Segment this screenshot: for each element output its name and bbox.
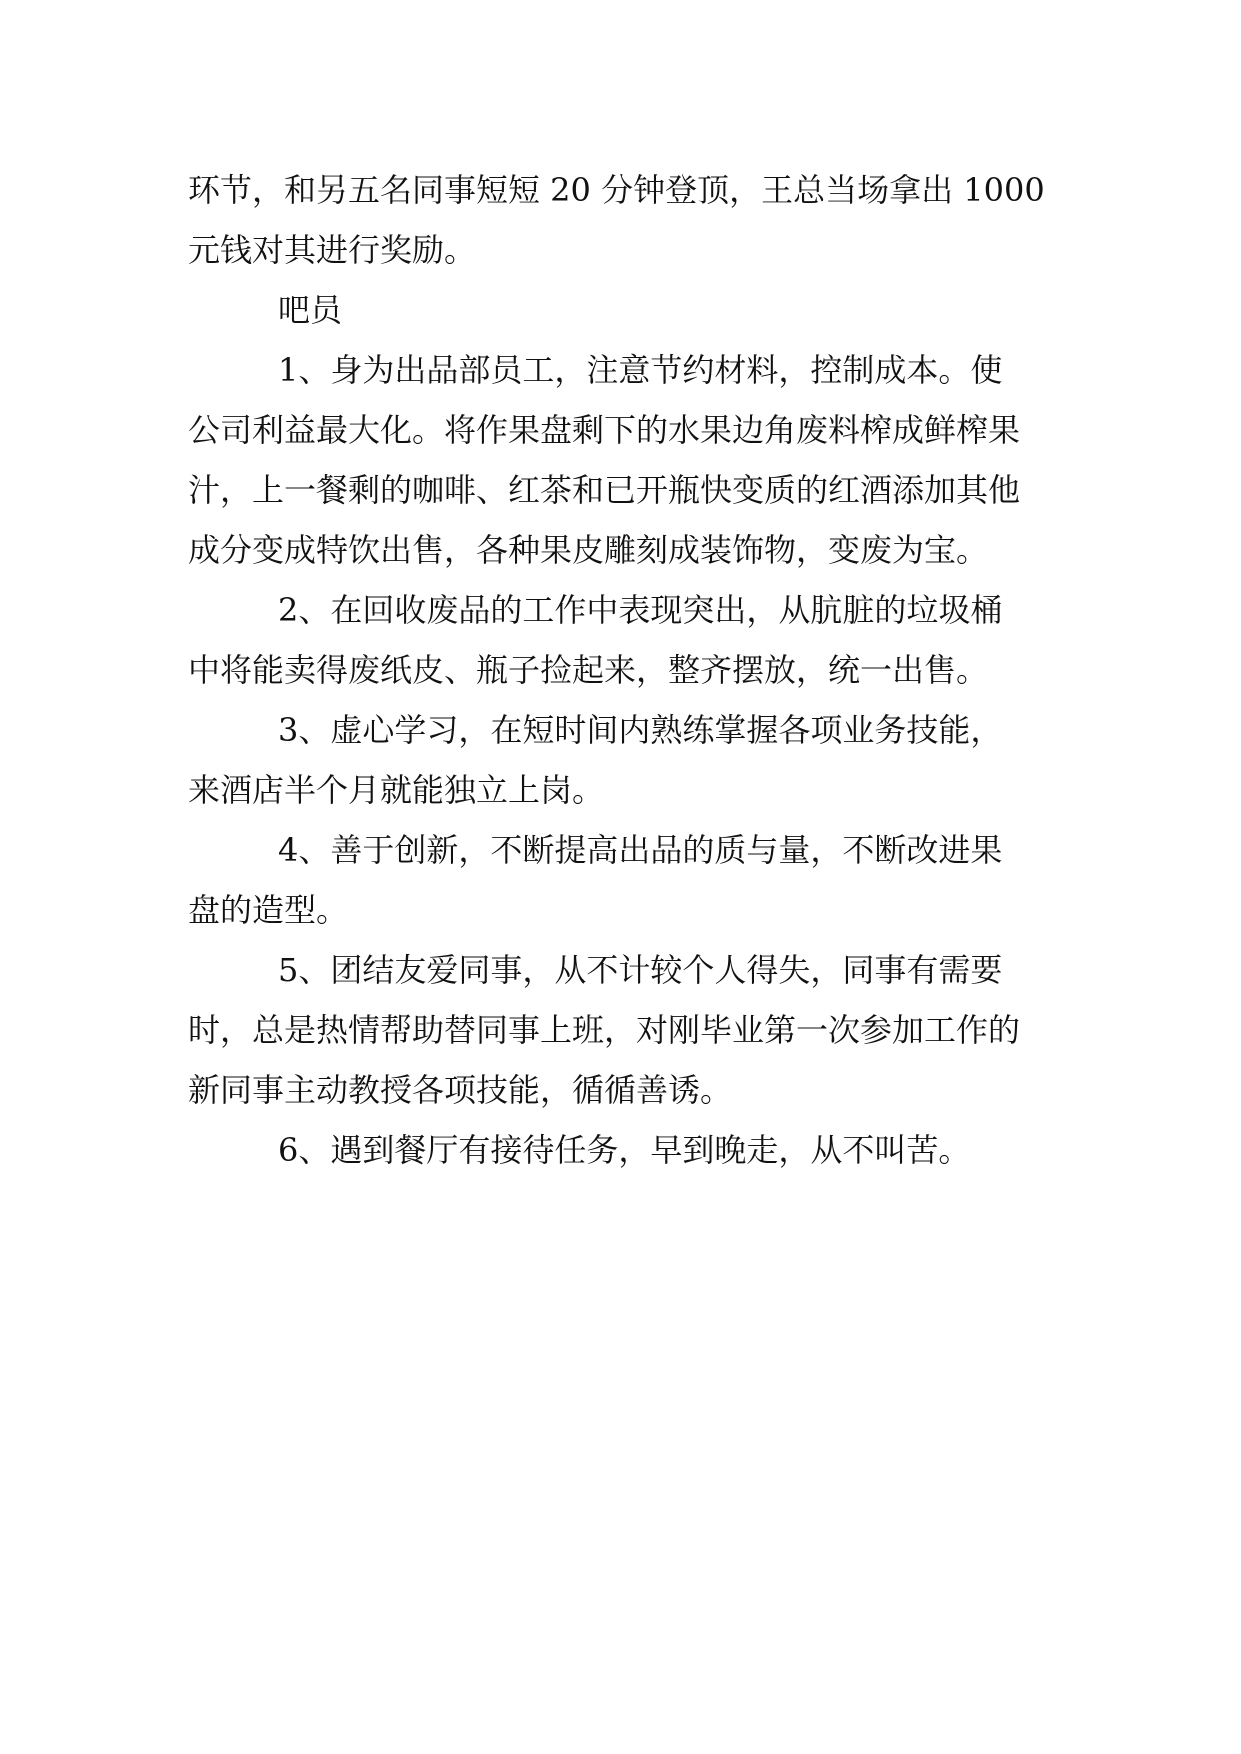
text-line: 新同事主动教授各项技能，循循善诱。 <box>188 1071 733 1109</box>
text-line: 时，总是热情帮助替同事上班，对刚毕业第一次参加工作的 <box>188 1011 1021 1049</box>
text-line: 4、善于创新，不断提高出品的质与量，不断改进果 <box>278 831 1003 869</box>
text-line: 5、团结友爱同事，从不计较个人得失，同事有需要 <box>278 951 1003 989</box>
text-line: 1、身为出品部员工，注意节约材料，控制成本。使 <box>278 351 1003 389</box>
text-line: 环节，和另五名同事短短 20 分钟登顶，王总当场拿出 1000 <box>188 171 1045 209</box>
text-line: 来酒店半个月就能独立上岗。 <box>188 771 605 809</box>
text-line: 元钱对其进行奖励。 <box>188 231 477 269</box>
text-line: 公司利益最大化。将作果盘剩下的水果边角废料榨成鲜榨果 <box>188 411 1021 449</box>
text-line: 3、虚心学习，在短时间内熟练掌握各项业务技能， <box>278 711 1003 749</box>
text-line: 6、遇到餐厅有接待任务，早到晚走，从不叫苦。 <box>278 1131 971 1169</box>
text-line: 汁，上一餐剩的咖啡、红茶和已开瓶快变质的红酒添加其他 <box>188 471 1021 509</box>
text-line: 中将能卖得废纸皮、瓶子捡起来，整齐摆放，统一出售。 <box>188 651 989 689</box>
text-line: 2、在回收废品的工作中表现突出，从肮脏的垃圾桶 <box>278 591 1003 629</box>
text-line: 盘的造型。 <box>188 891 349 929</box>
section-heading: 吧员 <box>278 291 343 329</box>
text-line: 成分变成特饮出售，各种果皮雕刻成装饰物，变废为宝。 <box>188 531 989 569</box>
